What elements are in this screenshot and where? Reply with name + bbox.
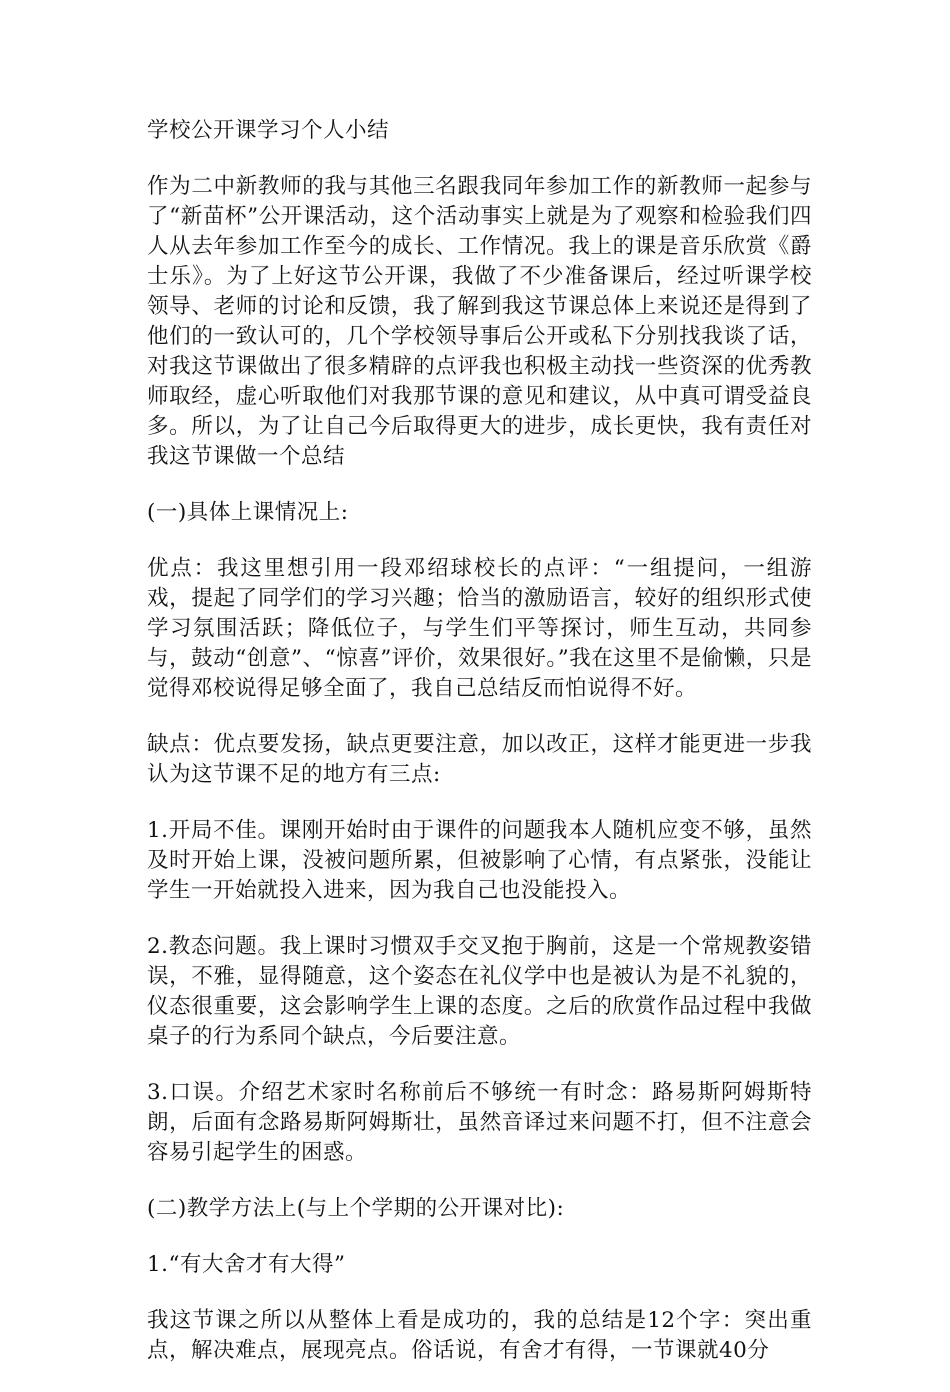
method-item-1-paragraph: 我这节课之所以从整体上看是成功的，我的总结是12个字：突出重点，解决难点，展现亮点。俗话说，有舍才有得，一节课就40分 <box>147 1308 812 1363</box>
advantages-paragraph: 优点：我这里想引用一段邓绍球校长的点评：“一组提问，一组游戏，提起了同学们的学习兴趣；恰当的激励语言，较好的组织形式使学习氛围活跃；降低位子，与学生们平等探讨，师生互动，共同参与，鼓动“创意”、“惊喜”评价，效果很好。”我在这里不是偷懒，只是觉得邓校说得足够全面了，我自己总结反而怕说得不好。 <box>147 556 812 701</box>
shortcoming-item-1: 1.开局不佳。课刚开始时由于课件的问题我本人随机应变不够，虽然及时开始上课，没被问题所累，但被影响了心情，有点紧张，没能让学生一开始就投入进来，因为我自己也没能投入。 <box>147 818 812 903</box>
document-title: 学校公开课学习个人小结 <box>147 118 390 143</box>
document-page <box>147 116 812 1392</box>
section-heading-1: (一)具体上课情况上: <box>147 500 349 525</box>
shortcoming-item-3: 3.口误。介绍艺术家时名称前后不够统一有时念：路易斯阿姆斯特朗，后面有念路易斯阿姆斯壮，虽然音译过来问题不打，但不注意会容易引起学生的困惑。 <box>147 1080 812 1165</box>
section-heading-2: (二)教学方法上(与上个学期的公开课对比): <box>147 1196 565 1221</box>
intro-paragraph: 作为二中新教师的我与其他三名跟我同年参加工作的新教师一起参与了“新苗杯”公开课活动，这个活动事实上就是为了观察和检验我们四人从去年参加工作至今的成长、工作情况。我上的课是音乐欣赏《爵士乐》。为了上好这节公开课，我做了不少准备课后，经过听课学校领导、老师的讨论和反馈，我了解到我这节课总体上来说还是得到了他们的一致认可的，几个学校领导事后公开或私下分别找我谈了话，对我这节课做出了很多精辟的点评我也积极主动找一些资深的优秀教师取经，虚心听取他们对我那节课的意见和建议，从中真可谓受益良多。所以，为了让自己今后取得更大的进步，成长更快，我有责任对我这节课做一个总结 <box>147 174 812 469</box>
shortcoming-item-2: 2.教态问题。我上课时习惯双手交叉抱于胸前，这是一个常规教姿错误，不雅，显得随意，这个姿态在礼仪学中也是被认为是不礼貌的，仪态很重要，这会影响学生上课的态度。之后的欣赏作品过程中我做桌子的行为系同个缺点，今后要注意。 <box>147 934 812 1049</box>
shortcomings-paragraph: 缺点：优点要发扬，缺点更要注意，加以改正，这样才能更进一步我认为这节课不足的地方有三点: <box>147 732 812 787</box>
method-item-1-heading: 1.“有大舍才有大得” <box>147 1252 346 1277</box>
